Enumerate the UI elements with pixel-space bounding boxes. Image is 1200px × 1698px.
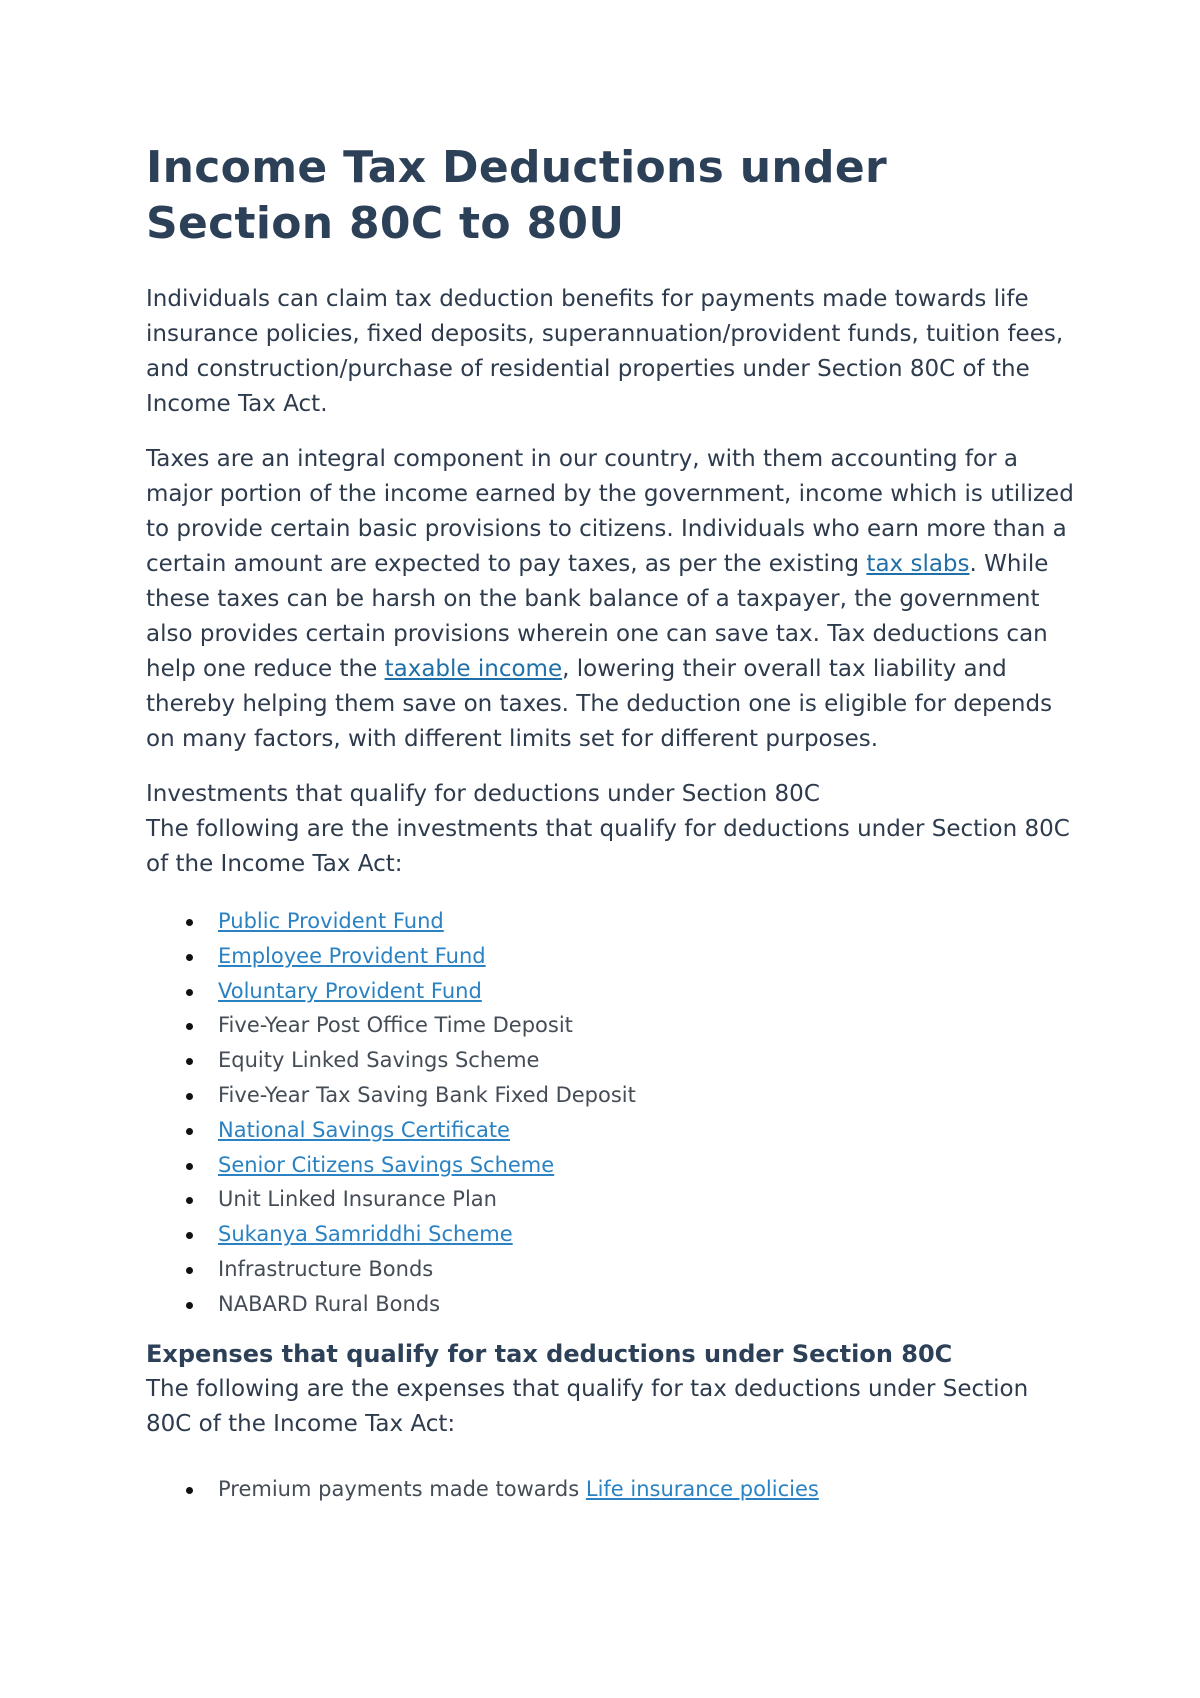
investments-list [146, 904, 1076, 1322]
list-item[interactable] [186, 1113, 1076, 1148]
investment-label: Five-Year Tax Saving Bank Fixed Deposit [218, 1082, 636, 1107]
list-item [186, 1252, 1076, 1287]
investment-link[interactable]: Public Provident Fund [218, 909, 444, 933]
list-item [186, 1182, 1076, 1217]
investments-heading: Investments that qualify for deductions under Section 80C [146, 781, 820, 807]
investment-label: Unit Linked Insurance Plan [218, 1187, 497, 1212]
page-title: Income Tax Deductions under Section 80C to 80U [146, 142, 887, 249]
investment-label: Equity Linked Savings Scheme [218, 1048, 540, 1073]
list-item[interactable] [186, 974, 1076, 1009]
expenses-list [146, 1472, 1076, 1507]
list-item [186, 1008, 1076, 1043]
investments-intro: The following are the investments that qualify for deductions under Section 80C of the Income Tax Act: [146, 816, 1070, 877]
list-item[interactable] [186, 1148, 1076, 1183]
investment-link[interactable]: Senior Citizens Savings Scheme [218, 1152, 555, 1177]
investment-label: Five-Year Post Office Time Deposit [218, 1013, 573, 1038]
investment-label: Infrastructure Bonds [218, 1256, 434, 1281]
list-item [186, 1078, 1076, 1113]
intro-paragraph: Individuals can claim tax deduction benefits for payments made towards life insurance policies, fixed deposits, superannuation/provident funds, tuition fees, and construction/purchase of residential properties under Section 80C of the Income Tax Act. [146, 286, 1064, 417]
expenses-intro: The following are the expenses that qualify for tax deductions under Section 80C of the Income Tax Act: [146, 1375, 1029, 1437]
expenses-heading: Expenses that qualify for tax deductions under Section 80C [146, 1339, 953, 1368]
document-page [146, 140, 1076, 1520]
investment-label: NABARD Rural Bonds [218, 1291, 441, 1316]
taxes-paragraph-text-3: , lowering their overall tax liability and thereby helping them save on taxes. The deduction one is eligible for depends on many factors, with different limits set for different purposes. [146, 656, 1053, 752]
life-insurance-policies-link[interactable]: Life insurance policies [585, 1476, 819, 1501]
taxes-paragraph-text-2: . While these taxes can be harsh on the bank balance of a taxpayer, the government also provides certain provisions wherein one can save tax. Tax deductions can help one reduce the [146, 551, 1049, 682]
list-item[interactable] [186, 1217, 1076, 1252]
investment-link[interactable]: Sukanya Samriddhi Scheme [218, 1222, 513, 1247]
list-item[interactable] [186, 939, 1076, 974]
tax-slabs-link[interactable]: tax slabs [866, 551, 970, 577]
list-item[interactable] [186, 904, 1076, 939]
list-item [186, 1472, 1076, 1507]
list-item [186, 1287, 1076, 1322]
taxes-paragraph-text-1: Taxes are an integral component in our country, with them accounting for a major portion of the income earned by the government, income which is utilized to provide certain basic provisions to citizens. Individuals who earn more than a certain amount are expected to pay taxes, as per the existing [146, 446, 1074, 577]
taxes-paragraph [146, 442, 1076, 757]
investment-link[interactable]: Voluntary Provident Fund [218, 978, 482, 1003]
investment-link[interactable]: National Savings Certificate [218, 1117, 510, 1142]
list-item [186, 1043, 1076, 1078]
investment-link[interactable]: Employee Provident Fund [218, 943, 486, 968]
expense-item-text: Premium payments made towards [218, 1476, 586, 1501]
taxable-income-link[interactable]: taxable income [384, 656, 563, 682]
